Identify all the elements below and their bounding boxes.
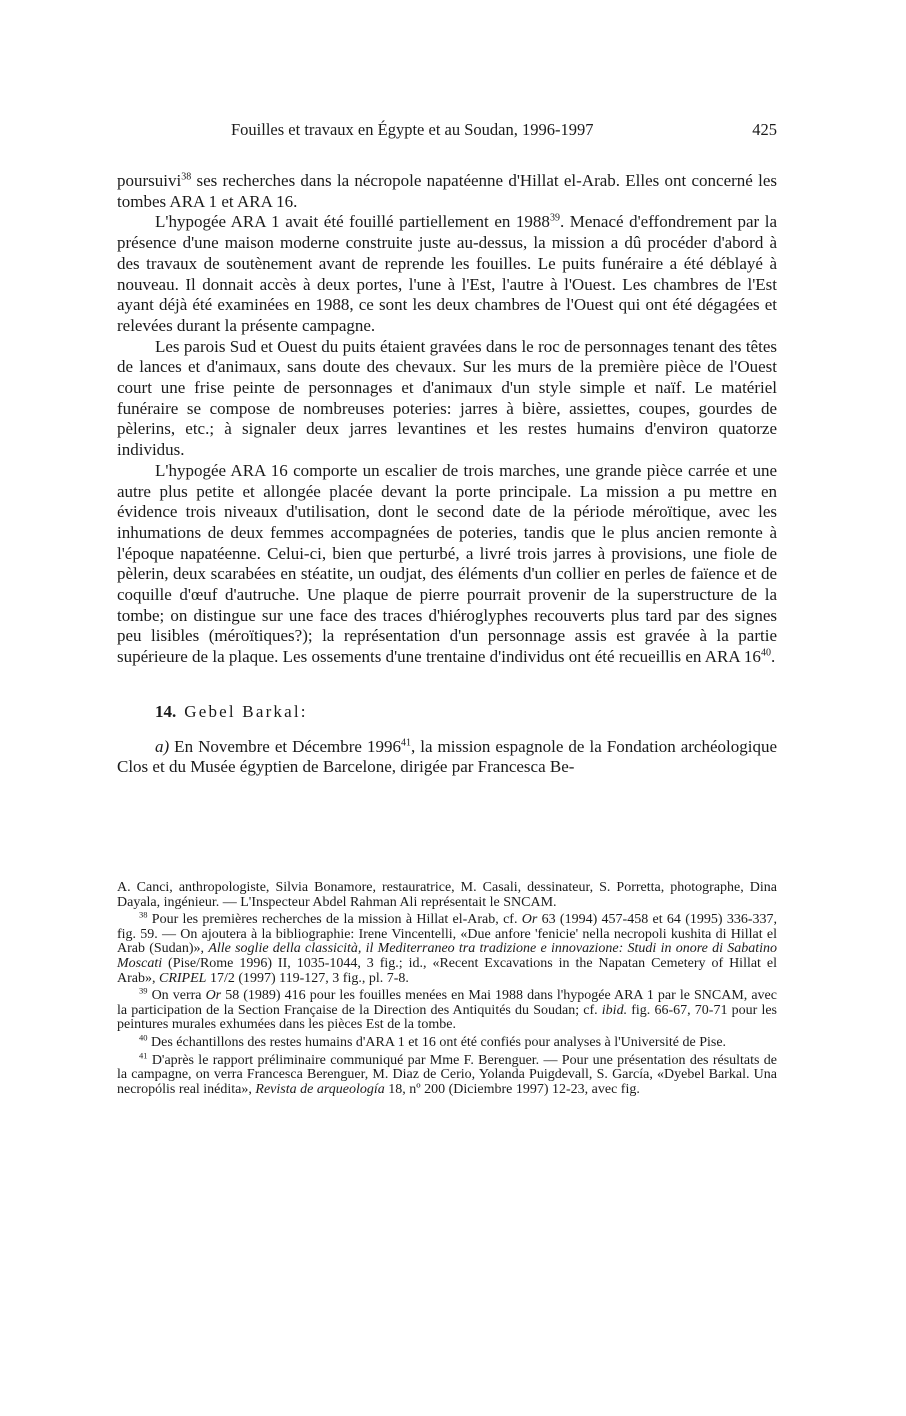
paragraph-4 (117, 461, 777, 668)
paragraph-2 (117, 212, 777, 336)
footnote-text: 63 (1994) 457-458 et 64 (1995) 336-337, fig. 59. — On ajoutera à la bibliographie: Irene Vincentelli, «Due anfore 'fenicie' nella necropoli kushita di Hillat el Arab (Sudan)», (117, 912, 777, 957)
footnote-number: 41 (139, 1049, 148, 1060)
footnote-text: On verra (147, 988, 206, 1004)
subsection-label: a) (155, 736, 170, 756)
running-header (117, 118, 777, 142)
section-title: Gebel Barkal: (184, 701, 308, 721)
note-ref-40: 40 (760, 647, 771, 659)
p4-text-b: . (770, 647, 776, 667)
p5-text-b: , la mission espagnole de la Fondation archéologique Clos et du Musée égyptien de Barcelone, dirigée par Francesca Be- (117, 736, 778, 777)
section-number: 14. (155, 701, 177, 721)
footnote-41 (117, 1049, 777, 1098)
footnote-text: fig. 66-67, 70-71 pour les peintures murales exhumées dans les pièces Est de la tombe. (117, 1002, 777, 1033)
footnote-text: D'après le rapport préliminaire communiqué par Mme F. Berenguer. — Pour une présentation des résultats de la campagne, on verra Francesca Berenguer, M. Diaz de Cerio, Yolanda Puigdevall, S. García, «Dyebel Barkal. Una necropólis real inédita», (117, 1052, 777, 1097)
paragraph-5 (117, 737, 777, 778)
footnotes (117, 881, 777, 1097)
footnote-text: Des échantillons des restes humains d'ARA 1 et 16 ont été confiés pour analyses à l'Université de Pise. (147, 1034, 727, 1050)
p1-text-b: ses recherches dans la nécropole napatéenne d'Hillat el-Arab. Elles ont concerné les tombes ARA 1 et ARA 16. (117, 171, 777, 211)
footnote-40 (117, 1032, 777, 1051)
note-ref-39: 39 (549, 212, 560, 224)
footnote-italic: Alle soglie della classicità, il Mediterraneo tra tradizione e innovazione: Studi in onore di Sabatino Moscati (117, 941, 778, 971)
page-number: 425 (752, 120, 777, 139)
footnote-number: 38 (139, 909, 148, 920)
footnote-italic: Or (205, 988, 222, 1004)
footnote-italic: Or (521, 912, 538, 928)
footnote-text: Pour les premières recherches de la mission à Hillat el-Arab, cf. (147, 912, 522, 928)
footnote-text: 18, nº 200 (Diciembre 1997) 12-23, avec fig. (384, 1081, 640, 1097)
footnote-text: 17/2 (1997) 119-127, 3 fig., pl. 7-8. (206, 970, 409, 986)
note-ref-41: 41 (400, 736, 411, 748)
footnote-number: 40 (139, 1032, 148, 1043)
footnote-italic: Revista de arqueología (255, 1081, 385, 1097)
section-heading (117, 702, 777, 723)
paragraph-1 (117, 171, 777, 212)
footnote-38 (117, 909, 778, 986)
footnote-text: 58 (1989) 416 pour les fouilles menées en Mai 1988 dans l'hypogée ARA 1 par le SNCAM, avec la participation de la Section Française de la Direction des Antiquités du Soudan; cf. (117, 988, 777, 1018)
p2-text-a: L'hypogée ARA 1 avait été fouillé partiellement en 1988 (155, 212, 550, 232)
running-title: Fouilles et travaux en Égypte et au Soudan, 1996-1997 (231, 120, 594, 139)
paragraph-3: Les parois Sud et Ouest du puits étaient gravées dans le roc de personnages tenant des têtes de lances et d'animaux, sans doute des chevaux. Sur les murs de la première pièce de l'Ouest court une frise peinte de personnages et d'animaux d'un style simple et naïf. Le matériel funéraire se compose de nombreuses poteries: jarres à bière, assiettes, coupes, gourdes de pèlerins, etc.; à signaler deux jarres levantines et les restes humains d'environ quatorze individus. (117, 336, 777, 460)
p5-text-a: En Novembre et Décembre 1996 (169, 736, 401, 756)
p1-text-a: poursuivi (117, 171, 182, 190)
footnote-39 (117, 985, 777, 1033)
note-ref-38: 38 (181, 171, 192, 183)
footnote-italic: CRIPEL (159, 970, 207, 986)
footnote-text: (Pise/Rome 1996) II, 1035-1044, 3 fig.; id., «Recent Excavations in the Napatan Cemetery of Hillat el Arab», (117, 955, 777, 986)
footnote-continuation: A. Canci, anthropologiste, Silvia Bonamore, restauratrice, M. Casali, dessinateur, S. Porretta, photographe, Dina Dayala, ingénieur. — L'Inspecteur Abdel Rahman Ali représentait le SNCAM. (117, 880, 777, 910)
p4-text-a: L'hypogée ARA 16 comporte un escalier de trois marches, une grande pièce carrée et une autre plus petite et allongée placée devant la porte principale. La mission a pu mettre en évidence trois niveaux d'utilisation, dont le second date de la période méroïtique, avec les inhumations de deux femmes accompagnées de poteries, tandis que le plus ancien remonte à l'époque napatéenne. Celui-ci, bien que perturbé, a livré trois jarres à provisions, une fiole de pèlerin, deux scarabées en stéatite, un oudjat, des éléments d'un collier en perles de faïence et de coquille d'œuf d'autruche. Une plaque de pierre pourrait provenir de la superstructure de la tombe; on distingue sur une face des traces d'hiéroglyphes recouverts plus tard par des signes peu lisibles (méroïtiques?); la représentation d'un personnage assis est gravée à la partie supérieure de la plaque. Les ossements d'une trentaine d'individus ont été recueillis en ARA 16 (117, 460, 777, 667)
footnote-italic: ibid. (601, 1002, 628, 1018)
footnote-number: 39 (139, 985, 148, 996)
main-text (117, 171, 777, 778)
p2-text-b: . Menacé d'effondrement par la présence d'une maison moderne construite juste au-dessus, la mission a dû procéder d'abord à des travaux de soutènement avant de reprende les fouilles. Le puits funéraire a été déblayé à nouveau. Il donnait accès à deux portes, l'une à l'Est, l'autre à l'Ouest. Les chambres de l'Est ayant déjà été examinées en 1988, ce sont les deux chambres de l'Ouest qui ont été dégagées et relevées durant la présente campagne. (117, 212, 777, 335)
